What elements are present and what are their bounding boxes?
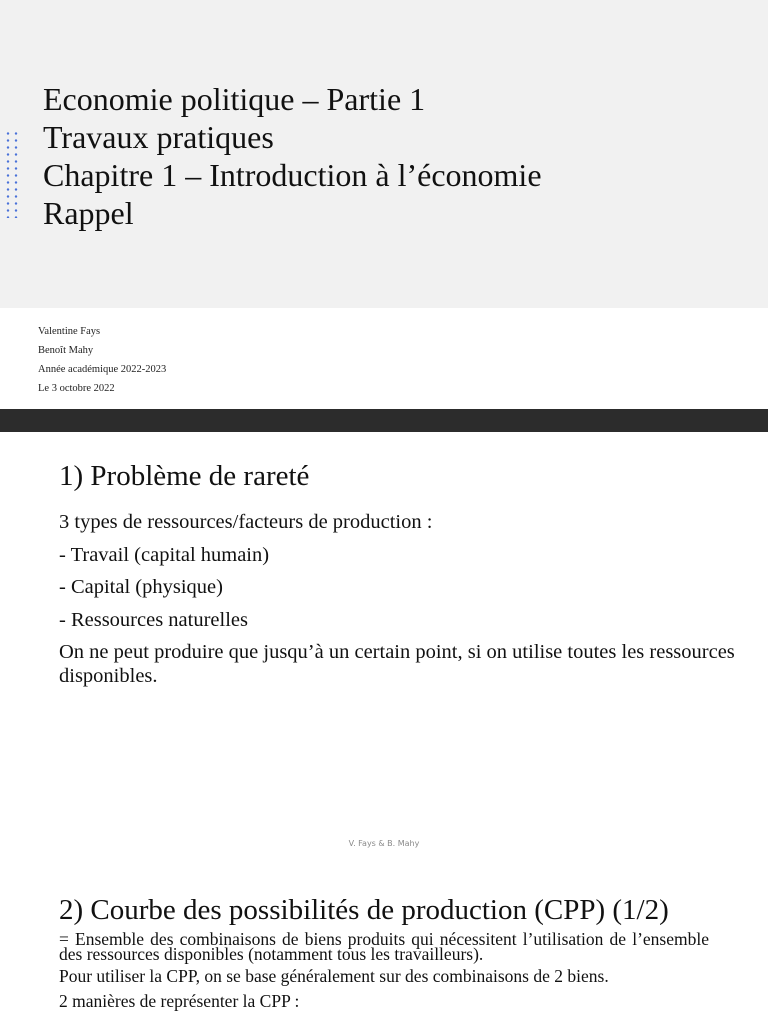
body-line: - Capital (physique) (59, 576, 223, 598)
date: Le 3 octobre 2022 (38, 383, 115, 394)
body-line: - Ressources naturelles (59, 608, 248, 631)
title-line: Travaux pratiques (43, 119, 274, 155)
title-line: Rappel (43, 195, 134, 231)
author-info (38, 322, 166, 398)
title-slide-header (0, 0, 768, 308)
definition-text: = Ensemble des combinaisons de biens produits qui nécessitent l’utilisation de l’ensemble des ressources disponibles (notamment tous les travailleurs). (59, 929, 709, 964)
decorative-dots-icon (4, 130, 20, 218)
section-body (59, 929, 709, 1017)
author-name: Benoît Mahy (38, 345, 94, 356)
slide-separator (0, 409, 768, 432)
body-line: 2 manières de représenter la CPP : (59, 991, 300, 1011)
title-line: Economie politique – Partie 1 (43, 81, 426, 117)
slide-title (43, 80, 542, 232)
author-name: Valentine Fays (38, 326, 101, 337)
section-title: 2) Courbe des possibilités de production (CPP) (1/2) (59, 894, 669, 926)
body-line: Pour utiliser la CPP, on se base généralement sur des combinaisons de 2 biens. (59, 966, 609, 986)
academic-year: Année académique 2022-2023 (38, 364, 167, 375)
body-line: On ne peut produire que jusqu’à un certain point, si on utilise toutes les ressources disponibles. (59, 641, 735, 687)
body-line: - Travail (capital humain) (59, 543, 270, 566)
section-title: 1) Problème de rareté (59, 460, 310, 492)
title-line: Chapitre 1 – Introduction à l’économie (43, 157, 542, 193)
section-body (59, 510, 739, 697)
slide-footer: V. Fays & B. Mahy (348, 839, 420, 848)
body-line: 3 types de ressources/facteurs de production : (59, 511, 433, 533)
